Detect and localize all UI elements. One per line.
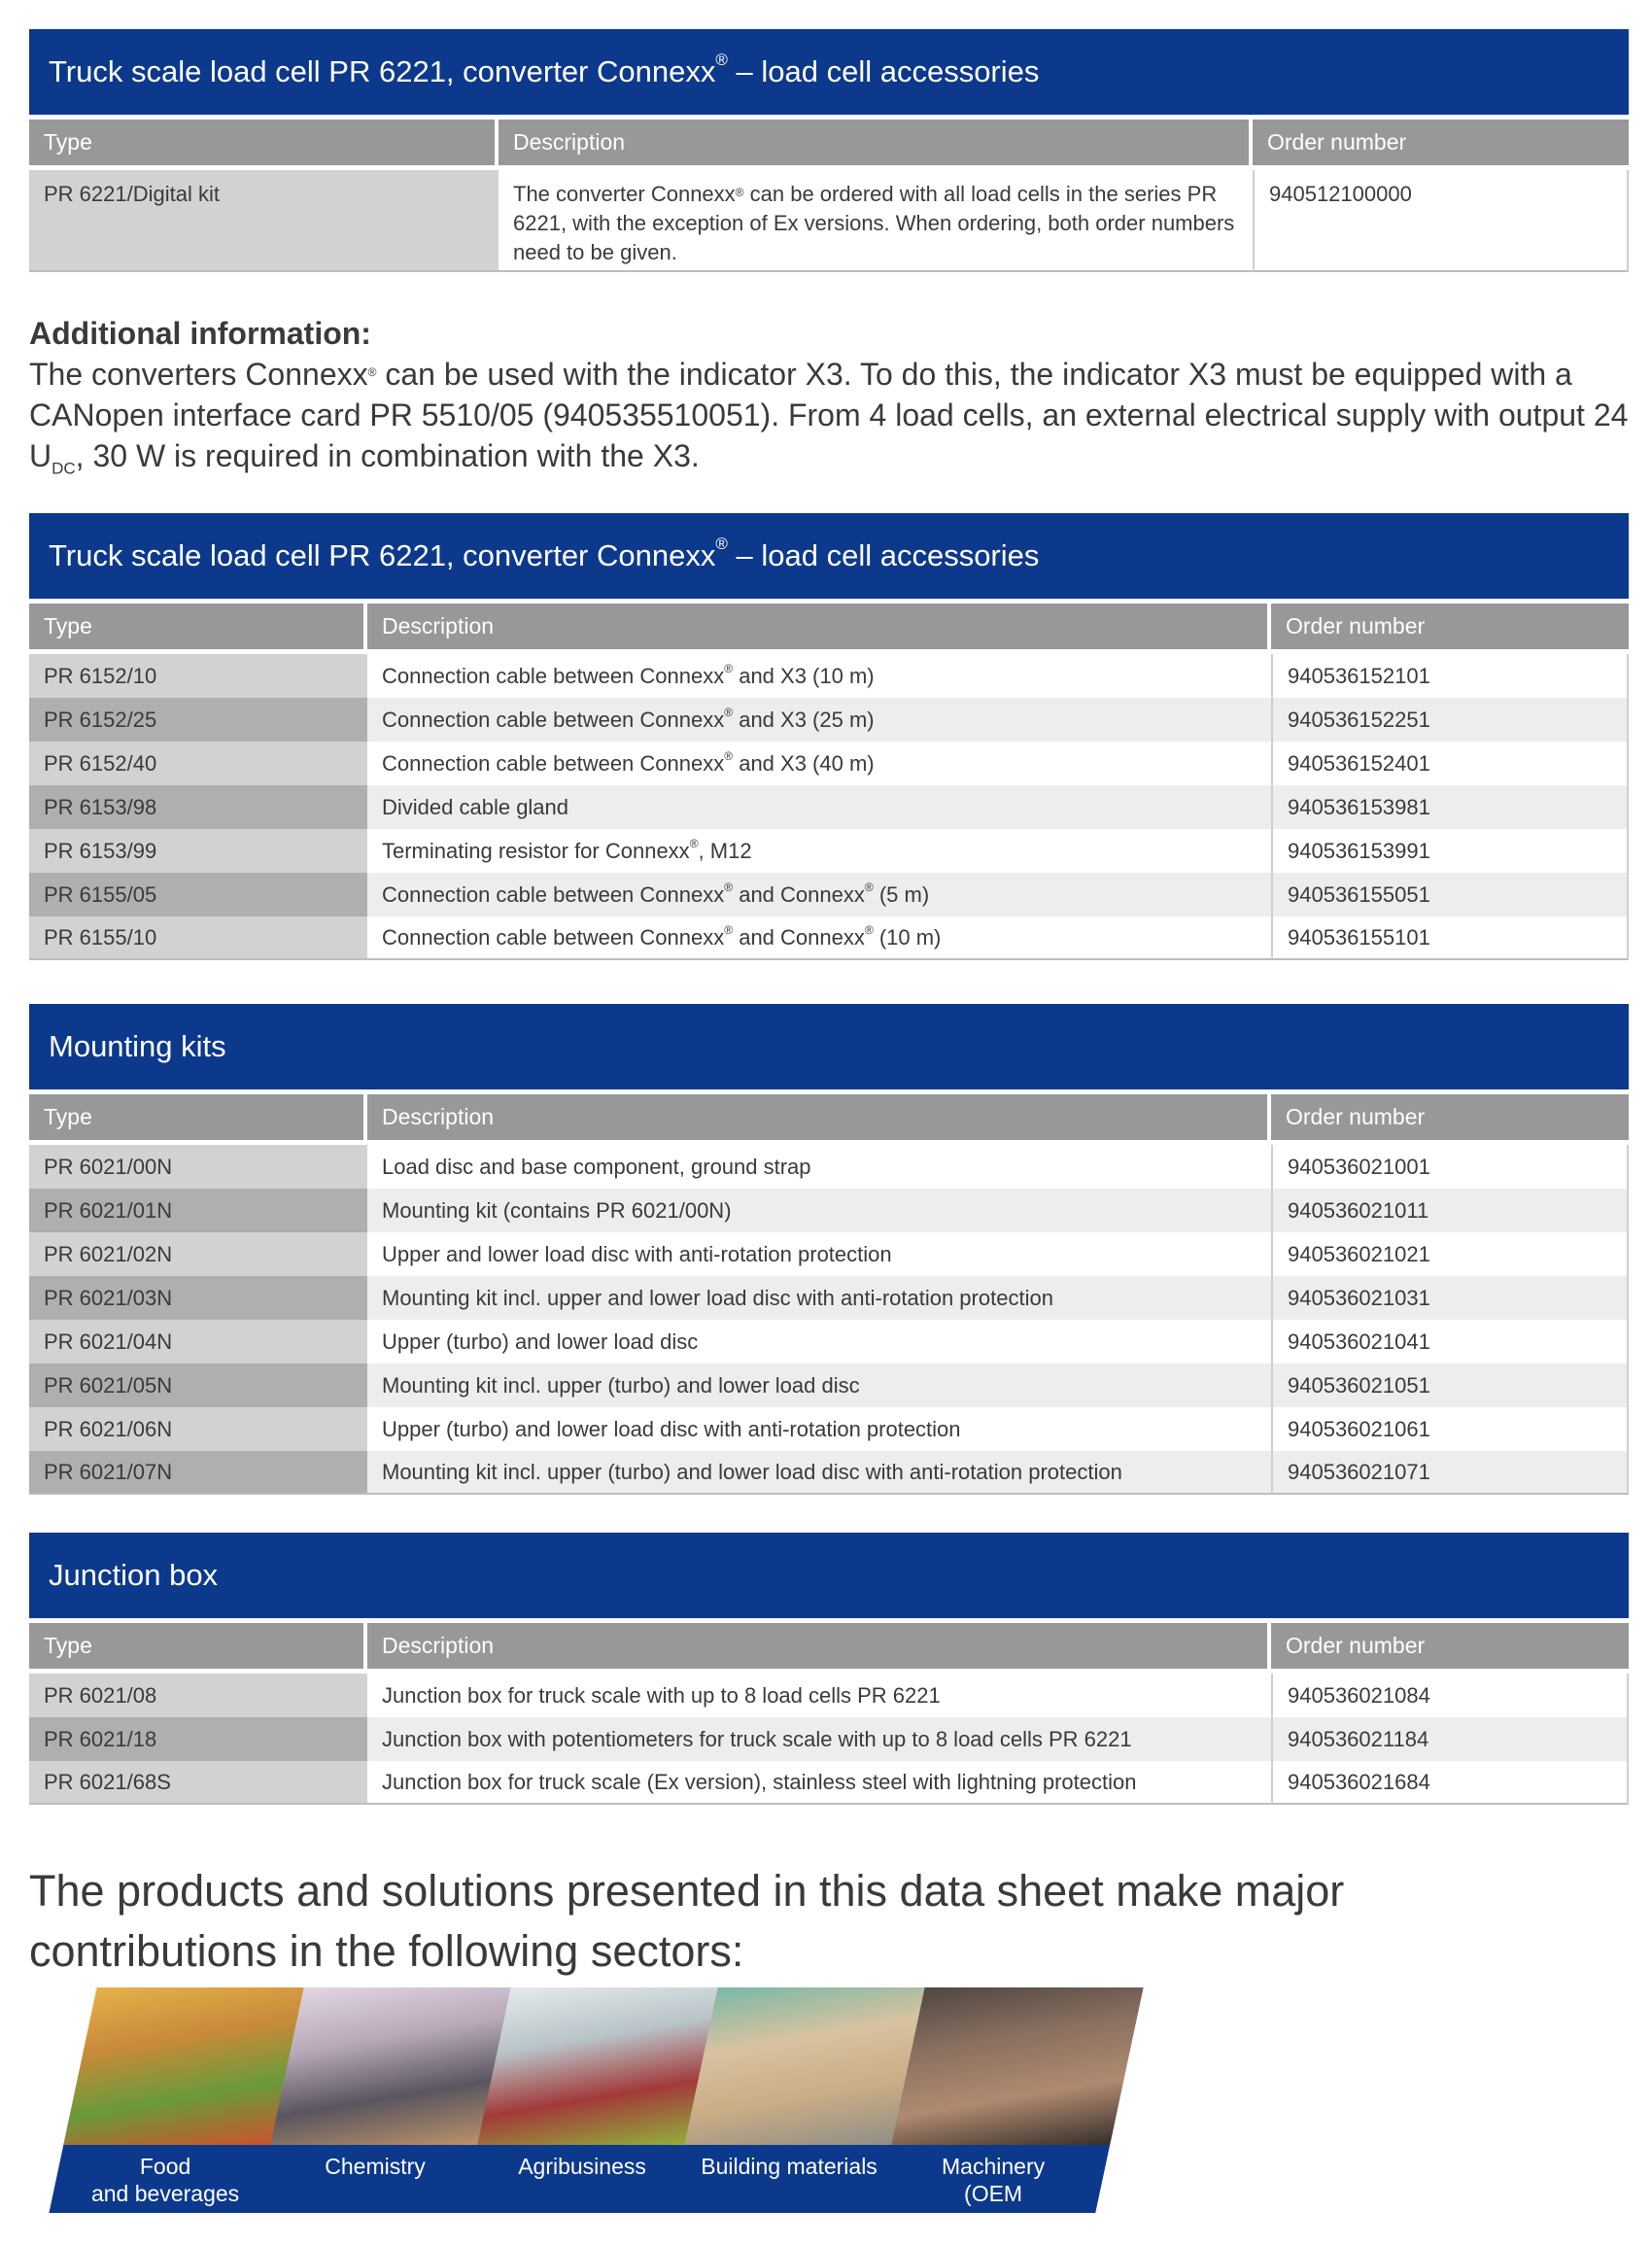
type-cell: PR 6153/99	[29, 829, 367, 873]
description-cell: Upper (turbo) and lower load disc with anti-rotation protection	[367, 1407, 1271, 1451]
order-number-cell: 940536021184	[1271, 1717, 1629, 1761]
type-cell: PR 6152/10	[29, 654, 367, 698]
table-row	[29, 1364, 1629, 1407]
type-cell: PR 6021/07N	[29, 1451, 367, 1495]
description-cell: Connection cable between Connexx® and Connexx® (10 m)	[367, 916, 1271, 960]
section-title-bar	[29, 1533, 1629, 1618]
type-cell: PR 6221/Digital kit	[29, 170, 499, 272]
description-cell: Divided cable gland	[367, 785, 1271, 829]
table-row	[29, 1761, 1629, 1805]
type-cell: PR 6021/00N	[29, 1145, 367, 1189]
sector-label-line: Food	[139, 2154, 191, 2179]
description-cell: Terminating resistor for Connexx®, M12	[367, 829, 1271, 873]
table-row	[29, 1232, 1629, 1276]
description-cell: Connection cable between Connexx® and Connexx® (5 m)	[367, 873, 1271, 916]
table-row	[29, 1674, 1629, 1717]
type-cell: PR 6021/05N	[29, 1364, 367, 1407]
description-cell: Mounting kit incl. upper and lower load disc with anti-rotation protection	[367, 1276, 1271, 1320]
description-cell: Mounting kit incl. upper (turbo) and lower load disc	[367, 1364, 1271, 1407]
table-row	[29, 1145, 1629, 1189]
sector-label-line: Agribusiness	[518, 2154, 646, 2179]
sector-label	[680, 2153, 899, 2180]
order-number-cell: 940536021071	[1271, 1451, 1629, 1495]
description-cell: Load disc and base component, ground strap	[367, 1145, 1271, 1189]
type-cell: PR 6021/08	[29, 1674, 367, 1717]
description-cell: Upper (turbo) and lower load disc	[367, 1320, 1271, 1364]
column-header-type: Type	[29, 1094, 367, 1145]
type-cell: PR 6155/10	[29, 916, 367, 960]
type-cell: PR 6021/02N	[29, 1232, 367, 1276]
column-header-description: Description	[499, 120, 1253, 170]
sectors-heading: The products and solutions presented in this data sheet make major contributions in the following sectors:	[29, 1866, 1345, 1976]
column-header-description: Description	[367, 604, 1271, 654]
description-cell: Connection cable between Connexx® and X3 (40 m)	[367, 742, 1271, 785]
accessories-section	[29, 513, 1629, 960]
sector-label	[473, 2153, 692, 2180]
order-number-cell: 940536155101	[1271, 916, 1629, 960]
sector-label	[884, 2153, 1103, 2207]
sector-label-line: (OEM	[964, 2181, 1023, 2206]
column-header-order-number: Order number	[1253, 120, 1629, 170]
section-title-bar	[29, 1004, 1629, 1089]
table-row	[29, 1407, 1629, 1451]
junction-box-section	[29, 1533, 1629, 1805]
column-header-type: Type	[29, 604, 367, 654]
additional-information-title: Additional information:	[29, 316, 371, 351]
section-title: Truck scale load cell PR 6221, converter Connexx® – load cell accessories	[49, 535, 1040, 572]
type-cell: PR 6152/40	[29, 742, 367, 785]
order-number-cell: 940536021041	[1271, 1320, 1629, 1364]
sector-label	[266, 2153, 485, 2180]
order-number-cell: 940536021001	[1271, 1145, 1629, 1189]
table-row	[29, 170, 1629, 272]
table-row	[29, 698, 1629, 742]
type-cell: PR 6021/03N	[29, 1276, 367, 1320]
table-row	[29, 873, 1629, 916]
sector-tile	[877, 1987, 1143, 2213]
type-cell: PR 6021/68S	[29, 1761, 367, 1805]
order-number-cell: 940536021011	[1271, 1189, 1629, 1232]
type-cell: PR 6021/06N	[29, 1407, 367, 1451]
column-header-order-number: Order number	[1271, 1623, 1629, 1674]
table-row	[29, 1320, 1629, 1364]
table-row	[29, 785, 1629, 829]
type-cell: PR 6021/04N	[29, 1320, 367, 1364]
order-number-cell: 940512100000	[1253, 170, 1629, 272]
sector-label-line: Building materials	[701, 2154, 878, 2179]
type-cell: PR 6155/05	[29, 873, 367, 916]
order-number-cell: 940536152101	[1271, 654, 1629, 698]
digital-kit-section	[29, 29, 1629, 272]
description-cell: Junction box for truck scale with up to 8 load cells PR 6221	[367, 1674, 1271, 1717]
description-cell: Connection cable between Connexx® and X3 (10 m)	[367, 654, 1271, 698]
type-cell: PR 6021/01N	[29, 1189, 367, 1232]
type-cell: PR 6152/25	[29, 698, 367, 742]
digital-kit-table	[29, 120, 1629, 272]
sector-label-line: Chemistry	[325, 2154, 426, 2179]
table-row	[29, 1276, 1629, 1320]
type-cell: PR 6021/18	[29, 1717, 367, 1761]
description-cell: Mounting kit incl. upper (turbo) and lower load disc with anti-rotation protection	[367, 1451, 1271, 1495]
order-number-cell: 940536021051	[1271, 1364, 1629, 1407]
additional-information	[29, 313, 1629, 489]
description-cell: Connection cable between Connexx® and X3 (25 m)	[367, 698, 1271, 742]
section-title: Truck scale load cell PR 6221, converter Connexx® – load cell accessories	[49, 51, 1040, 88]
order-number-cell: 940536021061	[1271, 1407, 1629, 1451]
order-number-cell: 940536021684	[1271, 1761, 1629, 1805]
section-title-bar	[29, 29, 1629, 115]
description-cell: Junction box for truck scale (Ex version), stainless steel with lightning protection	[367, 1761, 1271, 1805]
description-cell: Upper and lower load disc with anti-rotation protection	[367, 1232, 1271, 1276]
order-number-cell: 940536152401	[1271, 742, 1629, 785]
table-row	[29, 829, 1629, 873]
order-number-cell: 940536153981	[1271, 785, 1629, 829]
table-row	[29, 916, 1629, 960]
order-number-cell: 940536021031	[1271, 1276, 1629, 1320]
column-header-order-number: Order number	[1271, 604, 1629, 654]
sector-label-line: Machinery	[942, 2154, 1046, 2179]
table-row	[29, 654, 1629, 698]
table-row	[29, 742, 1629, 785]
column-header-description: Description	[367, 1623, 1271, 1674]
section-title-bar	[29, 513, 1629, 599]
column-header-order-number: Order number	[1271, 1094, 1629, 1145]
sector-label	[56, 2153, 275, 2207]
table-row	[29, 1189, 1629, 1232]
order-number-cell: 940536155051	[1271, 873, 1629, 916]
sector-label-line: and beverages	[90, 2181, 240, 2206]
sector-tiles	[0, 1987, 1652, 2221]
section-title: Junction box	[49, 1558, 219, 1592]
additional-information-text: The converters Connexx® can be used with the indicator X3. To do this, the indicator X3 must be equipped with a CANopen interface card PR 5510/05 (940535510051). From 4 load cells, an external electrical supply with output 24 $U_{DC}$, 30 W is required in combination with the X3.	[29, 357, 1629, 478]
mounting-kits-table	[29, 1094, 1629, 1495]
column-header-type: Type	[29, 120, 499, 170]
description-cell: Junction box with potentiometers for truck scale with up to 8 load cells PR 6221	[367, 1717, 1271, 1761]
type-cell: PR 6153/98	[29, 785, 367, 829]
junction-box-table	[29, 1623, 1629, 1805]
column-header-description: Description	[367, 1094, 1271, 1145]
description-cell: Mounting kit (contains PR 6021/00N)	[367, 1189, 1271, 1232]
order-number-cell: 940536153991	[1271, 829, 1629, 873]
description-cell: The converter Connexx® can be ordered with all load cells in the series PR 6221, with the exception of Ex versions. When ordering, both order numbers need to be given.	[499, 170, 1253, 272]
section-title: Mounting kits	[49, 1029, 226, 1063]
mounting-kits-section	[29, 1004, 1629, 1495]
table-row	[29, 1451, 1629, 1495]
accessories-table	[29, 604, 1629, 960]
table-row	[29, 1717, 1629, 1761]
order-number-cell: 940536152251	[1271, 698, 1629, 742]
order-number-cell: 940536021021	[1271, 1232, 1629, 1276]
order-number-cell: 940536021084	[1271, 1674, 1629, 1717]
column-header-type: Type	[29, 1623, 367, 1674]
